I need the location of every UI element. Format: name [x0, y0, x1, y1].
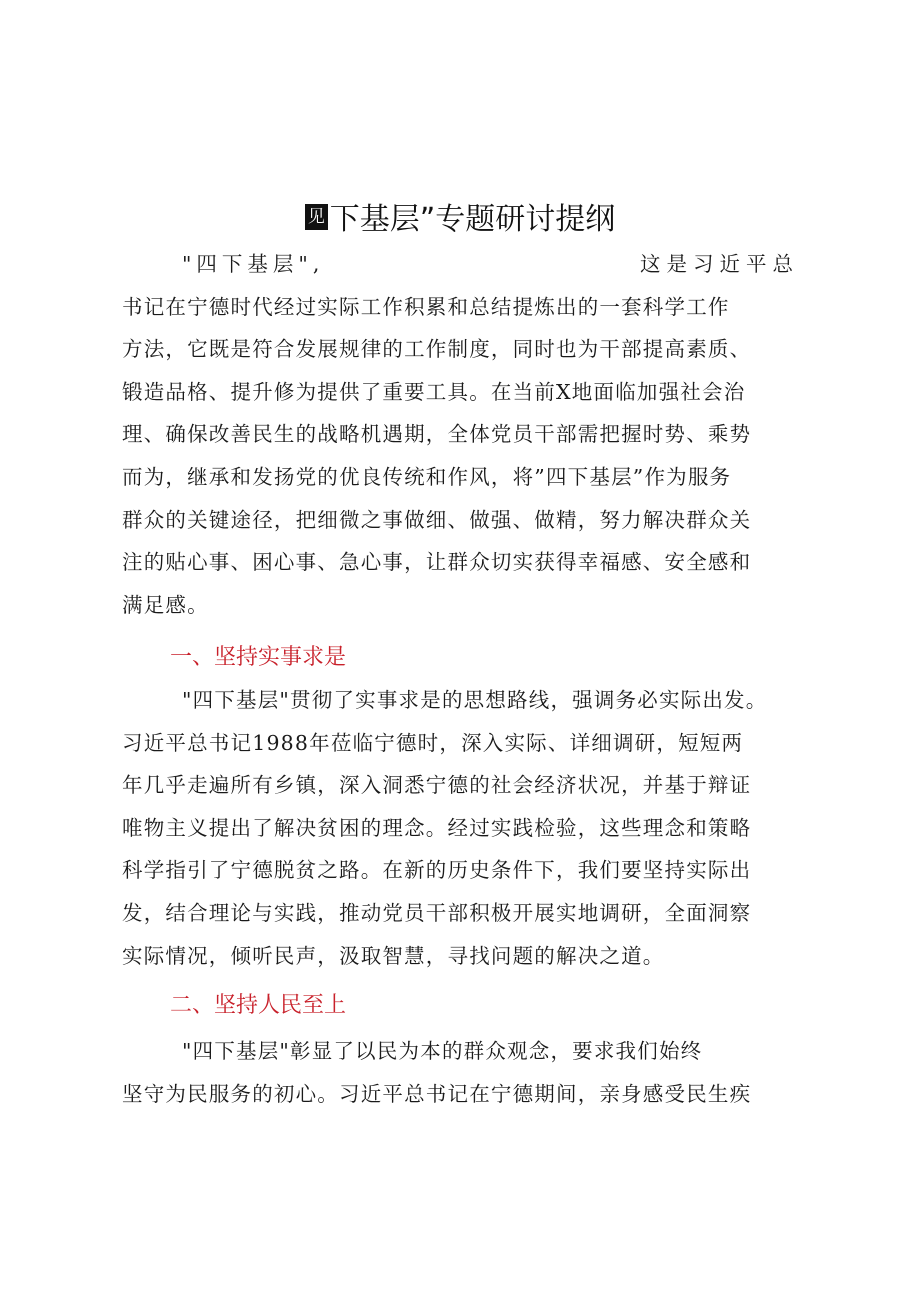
section2-paragraph [122, 1030, 800, 1115]
section1-line: "四下基层"贯彻了实事求是的思想路线，强调务必实际出发。 [182, 688, 768, 712]
intro-line: 方法，它既是符合发展规律的工作制度，同时也为干部提高素质、 [122, 337, 752, 362]
intro-line: 理、确保改善民生的战略机遇期，全体党员干部需把握时势、乘势 [122, 422, 752, 447]
title-text: 下基层”专题研讨提纲 [329, 202, 616, 237]
section2-line: "四下基层"彰显了以民为本的群众观念，要求我们始终 [182, 1039, 703, 1063]
title-mark: 见 [305, 204, 328, 230]
intro-line: 满足感。 [122, 592, 209, 617]
section2-line: 坚守为民服务的初心。习近平总书记在宁德期间，亲身感受民生疾 [122, 1081, 752, 1106]
intro-paragraph [122, 243, 800, 626]
section1-line: 发，结合理论与实践，推动党员干部积极开展实地调研，全面洞察 [122, 900, 752, 925]
section1-heading: 一、坚持实事求是 [170, 645, 347, 670]
document-title [0, 198, 920, 242]
intro-line: 锻造品格、提升修为提供了重要工具。在当前X地面临加强社会治 [122, 379, 746, 404]
section1-line: 实际情况，倾听民声，汲取智慧，寻找问题的解决之道。 [122, 943, 665, 968]
section1-line: 唯物主义提出了解决贫困的理念。经过实践检验，这些理念和策略 [122, 815, 752, 840]
intro-line: 群众的关键途径，把细微之事做细、做强、做精，努力解决群众关 [122, 507, 752, 532]
section1-line: 年几乎走遍所有乡镇，深入洞悉宁德的社会经济状况，并基于辩证 [122, 773, 752, 798]
intro-first-line [122, 243, 800, 286]
section1-line: 习近平总书记1988年莅临宁德时，深入实际、详细调研，短短两 [122, 730, 744, 755]
intro-line: 而为，继承和发扬党的优良传统和作风，将”四下基层”作为服务 [122, 464, 732, 489]
section1-paragraph [122, 679, 800, 977]
intro-line: 书记在宁德时代经过实际工作积累和总结提炼出的一套科学工作 [122, 294, 730, 319]
intro-first-right: 这是习近平总 [640, 252, 799, 276]
section1-line: 科学指引了宁德脱贫之路。在新的历史条件下，我们要坚持实际出 [122, 858, 752, 883]
section2-heading: 二、坚持人民至上 [170, 993, 347, 1018]
intro-first-left: "四下基层", [182, 252, 325, 276]
intro-line: 注的贴心事、困心事、急心事，让群众切实获得幸福感、安全感和 [122, 550, 752, 575]
